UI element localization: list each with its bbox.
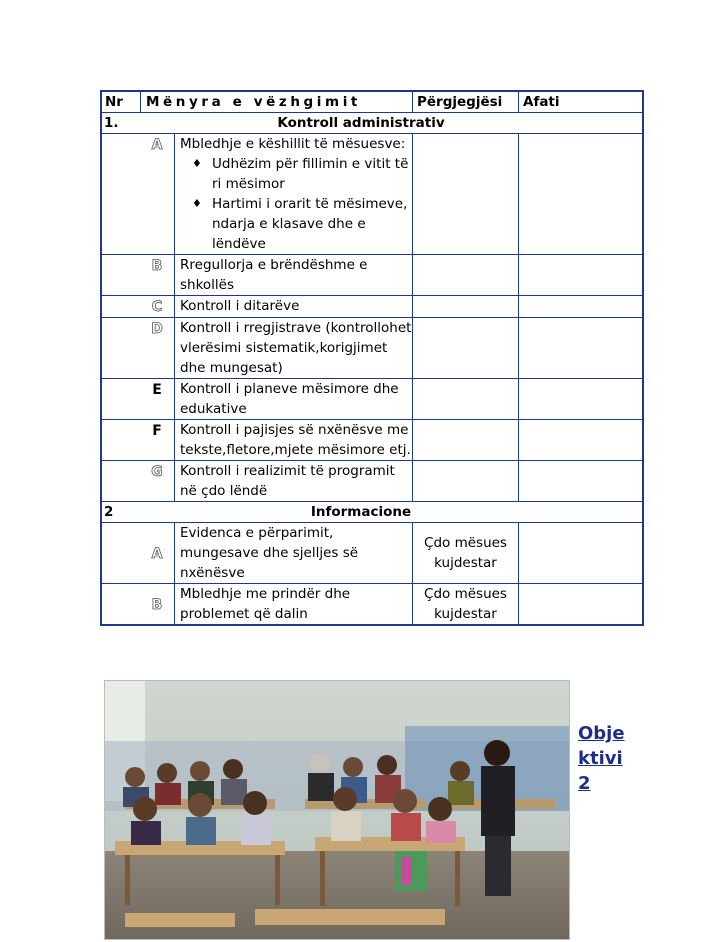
item-text: Kontroll i pajisjes së nxënësve me tekste,fletore,mjete mësimore etj. xyxy=(174,420,412,460)
item-responsible xyxy=(412,379,518,419)
item-letter: C xyxy=(151,299,163,315)
table-row xyxy=(102,254,642,295)
item-text: Kontroll i realizimit të programit në çdo lëndë xyxy=(174,461,412,501)
item-deadline xyxy=(518,461,642,501)
section-nr: 2 xyxy=(104,504,114,520)
table-header-row xyxy=(102,92,642,112)
section-row-1 xyxy=(102,112,642,133)
table-row xyxy=(102,133,642,254)
item-deadline xyxy=(518,296,642,317)
table-row xyxy=(102,419,642,460)
section-title: Kontroll administrativ xyxy=(277,115,445,131)
item-responsible: Çdo mësues kujdestar xyxy=(412,584,518,624)
item-responsible xyxy=(412,296,518,317)
item-deadline xyxy=(518,420,642,460)
list-item: ♦ Udhëzim për fillimin e vitit të ri mësimor xyxy=(192,156,409,192)
table-row xyxy=(102,295,642,317)
item-responsible xyxy=(412,318,518,378)
item-text: Kontroll i ditarëve xyxy=(174,296,412,317)
observation-table xyxy=(100,90,644,626)
item-deadline xyxy=(518,134,642,254)
section-title: Informacione xyxy=(310,504,412,520)
table-row xyxy=(102,460,642,501)
item-letter: A xyxy=(151,545,163,562)
table-row xyxy=(102,378,642,419)
classroom-photo xyxy=(104,680,570,940)
diamond-bullet-icon: ♦ xyxy=(192,157,202,170)
item-text: Mbledhje e këshillit të mësuesve: ♦ Udhëzim për fillimin e vitit të ri mësimor ♦ Hartimi i orarit të mësimeve, ndarja e klasave dhe e lëndëve xyxy=(174,134,412,254)
item-letter: A xyxy=(151,137,163,153)
table-row xyxy=(102,583,642,624)
table-row xyxy=(102,317,642,378)
item-text: Kontroll i rregjistrave (kontrollohet vlerësimi sistematik,korigjimet dhe mungesat) xyxy=(174,318,412,378)
item-text: Rregullorja e brëndëshme e shkollës xyxy=(174,255,412,295)
item-responsible xyxy=(412,255,518,295)
item-letter: E xyxy=(152,382,162,398)
diamond-bullet-icon: ♦ xyxy=(192,197,202,210)
objective-label: Objektivi 2 xyxy=(578,723,625,794)
header-mode: Mënyra e vëzhgimit xyxy=(140,92,412,112)
item-letter: B xyxy=(151,258,163,274)
item-deadline xyxy=(518,255,642,295)
table-row xyxy=(102,522,642,583)
item-responsible: Çdo mësues kujdestar xyxy=(412,523,518,583)
header-nr: Nr xyxy=(105,94,123,110)
item-text: Kontroll i planeve mësimore dhe edukative xyxy=(174,379,412,419)
header-deadline: Afati xyxy=(518,92,642,112)
item-letter: B xyxy=(151,596,163,613)
item-deadline xyxy=(518,318,642,378)
item-bullets xyxy=(180,154,412,254)
item-text: Mbledhje me prindër dhe problemet që dalin xyxy=(174,584,412,624)
item-letter: G xyxy=(151,464,163,480)
item-letter: F xyxy=(152,423,162,439)
section-nr: 1. xyxy=(104,115,119,131)
item-text: Evidenca e përparimit, mungesave dhe sjelljes së nxënësve xyxy=(174,523,412,583)
section-row-2 xyxy=(102,501,642,522)
item-deadline xyxy=(518,379,642,419)
header-responsible: Përgjegjësi xyxy=(412,92,518,112)
item-letter: D xyxy=(151,321,163,337)
item-deadline xyxy=(518,584,642,624)
item-responsible xyxy=(412,134,518,254)
item-responsible xyxy=(412,420,518,460)
item-deadline xyxy=(518,523,642,583)
list-item: ♦ Hartimi i orarit të mësimeve, ndarja e klasave dhe e lëndëve xyxy=(192,196,408,252)
item-responsible xyxy=(412,461,518,501)
